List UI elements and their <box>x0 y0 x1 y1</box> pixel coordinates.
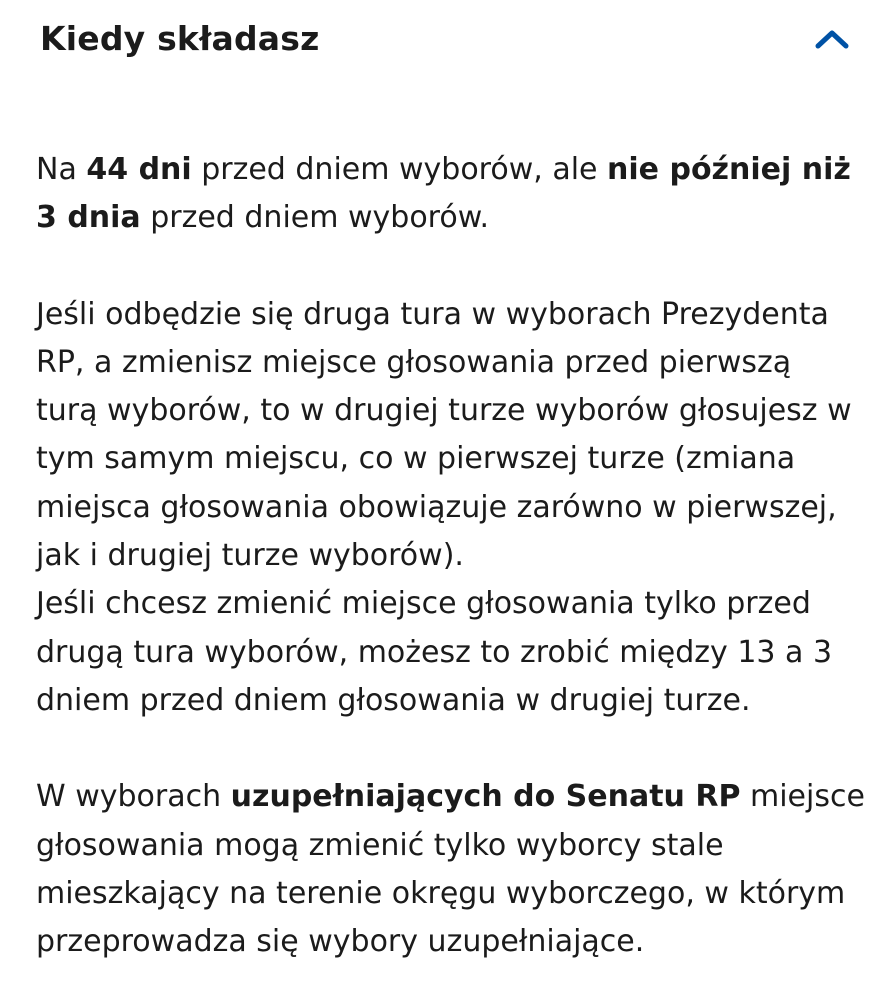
text-fragment: przed dniem wyborów, ale <box>191 152 608 187</box>
text-line: mieszkający na terenie okręgu wyborczego, w którym <box>36 875 846 911</box>
text-line <box>36 773 876 821</box>
accordion-header[interactable] <box>0 0 896 82</box>
paragraph-senate-elections <box>36 773 876 966</box>
text-line: miejsca głosowania obowiązuje zarówno w pierwszej, <box>36 489 837 525</box>
text-line: przeprowadza się wybory uzupełniające. <box>36 924 645 960</box>
accordion-title: Kiedy składasz <box>40 19 320 58</box>
text-line: RP, a zmienisz miejsce głosowania przed pierwszą <box>36 344 792 380</box>
bold-text: 44 dni <box>86 152 192 187</box>
text-line: dniem przed dniem głosowania w drugiej turze. <box>36 682 751 718</box>
text-line: jak i drugiej turze wyborów). <box>36 538 464 574</box>
paragraph-change-before-second-round <box>36 580 876 725</box>
text-fragment: miejsce <box>740 779 865 815</box>
paragraph-second-round <box>36 291 876 581</box>
text-line: turą wyborów, to w drugiej turze wyborów głosujesz w <box>36 393 852 429</box>
paragraph-deadline <box>36 146 876 243</box>
text-line: tym samym miejscu, co w pierwszej turze (zmiana <box>36 441 796 477</box>
chevron-up-icon[interactable] <box>812 20 852 54</box>
bold-text: 3 dnia <box>36 200 141 236</box>
text-line <box>36 146 876 194</box>
text-line: Jeśli chcesz zmienić miejsce głosowania tylko przed <box>36 586 811 622</box>
paragraph-gap <box>36 725 876 773</box>
text-line: głosowania mogą zmienić tylko wyborcy stale <box>36 827 724 863</box>
accordion-content <box>36 146 876 966</box>
text-fragment: przed dniem wyborów. <box>140 200 490 236</box>
bold-text: uzupełniających do Senatu RP <box>230 779 741 815</box>
text-line <box>36 194 876 242</box>
text-line: Jeśli odbędzie się druga tura w wyborach Prezydenta <box>36 296 829 332</box>
text-fragment: Na <box>36 152 87 187</box>
text-line: drugą tura wyborów, możesz to zrobić między 13 a 3 <box>36 634 833 670</box>
bold-text: nie później niż <box>607 152 851 187</box>
paragraph-gap <box>36 243 876 291</box>
text-fragment: W wyborach <box>36 779 231 815</box>
